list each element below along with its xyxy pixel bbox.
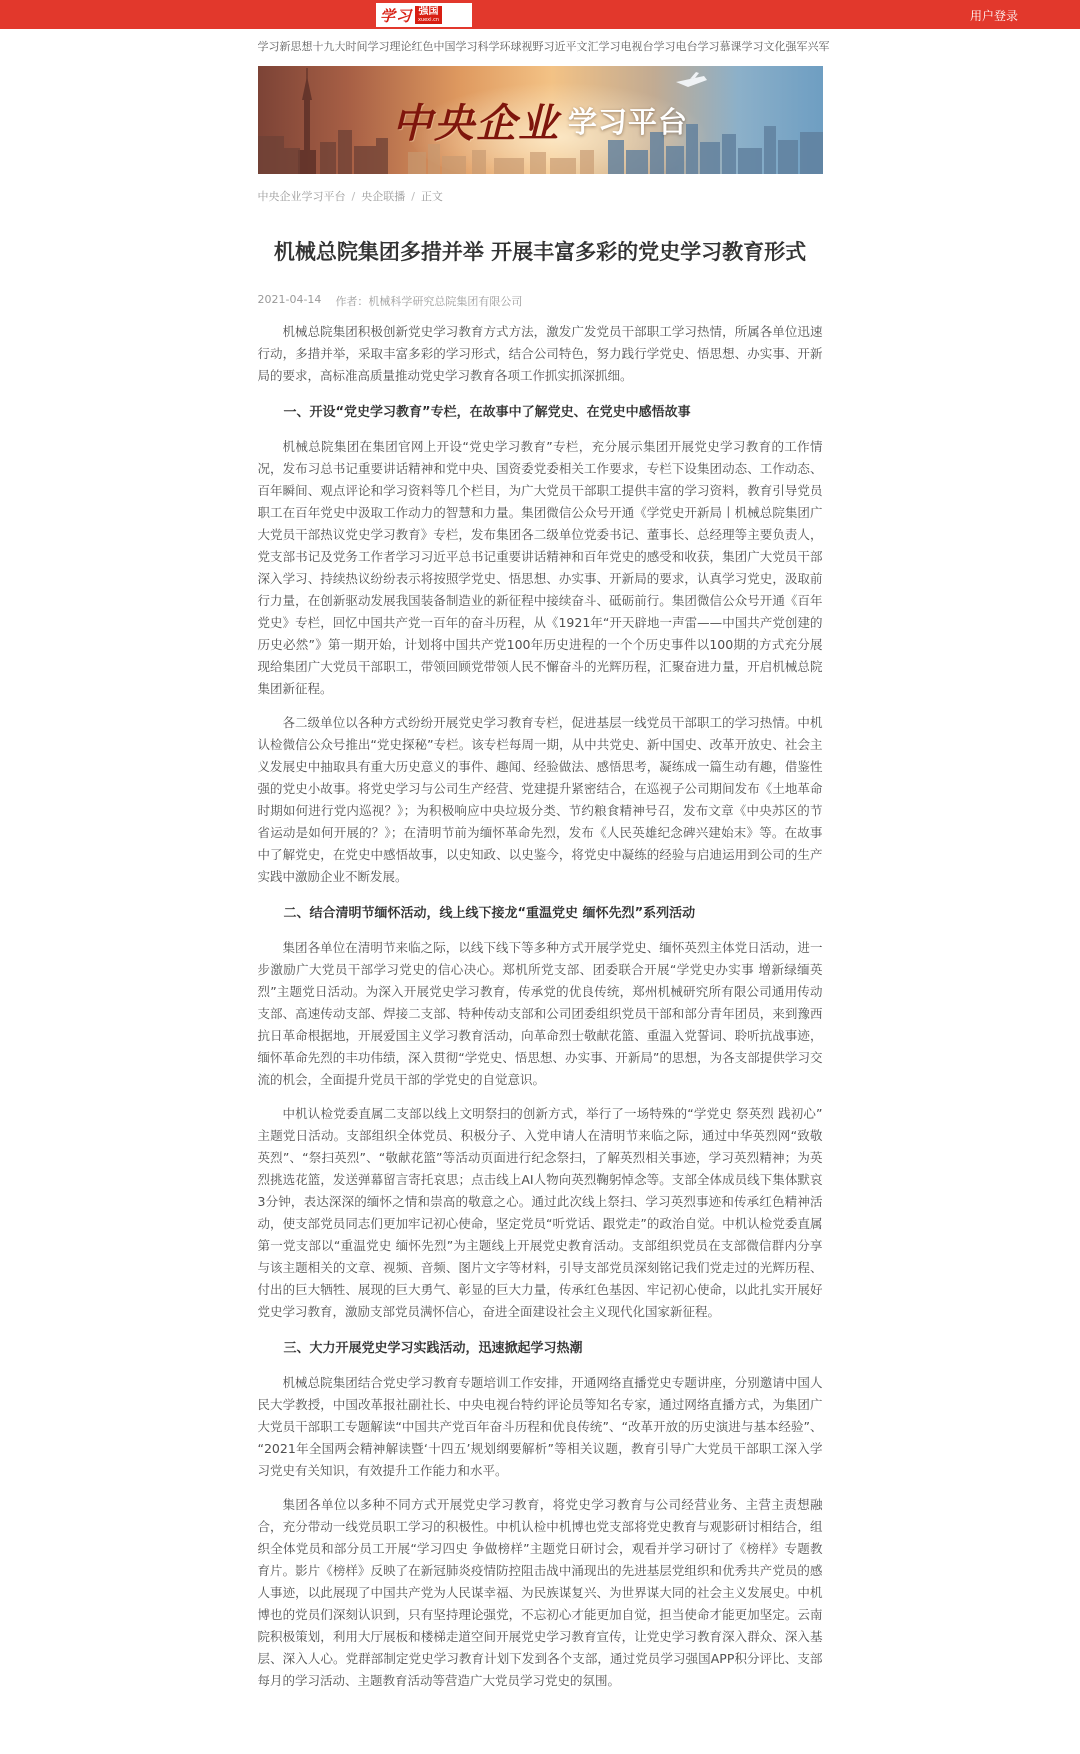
author-line bbox=[335, 293, 522, 309]
breadcrumb-separator: / bbox=[411, 190, 415, 203]
article-paragraph: 各二级单位以各种方式纷纷开展党史学习教育专栏，促进基层一线党员干部职工的学习热情。中机认检微信公众号推出“党史探秘”专栏。该专栏每周一期，从中共党史、新中国史、改革开放史、社会主义发展史中抽取具有重大历史意义的事件、趣闻、经验做法、感悟思考，凝练成一篇生动有趣，借鉴性强的党史小故事。将党史学习与公司生产经营、党建提升紧密结合，在巡视子公司期间发布《土地革命时期如何进行党内巡视？》；为积极响应中央垃圾分类、节约粮食精神号召，发布文章《中央苏区的节省运动是如何开展的？》；在清明节前为缅怀革命先烈，发布《人民英雄纪念碑兴建始末》等。在故事中了解党史，在党史中感悟故事，以史知政、以史鉴今，将党史中凝练的经验与启迪运用到公司的生产实践中激励企业不断发展。 bbox=[257, 715, 823, 885]
nav-item[interactable]: 学习慕课 bbox=[697, 40, 742, 53]
section-heading: 一、开设“党史学习教育”专栏，在故事中了解党史、在党史中感悟故事 bbox=[283, 405, 691, 421]
top-bar bbox=[0, 0, 1080, 29]
nav-item[interactable]: 学习新思想 bbox=[257, 40, 313, 53]
section-heading: 二、结合清明节缅怀活动，线上线下接龙“重温党史 缅怀先烈”系列活动 bbox=[283, 906, 696, 922]
breadcrumb-current: 正文 bbox=[420, 190, 443, 203]
article-paragraph: 中机认检党委直属二支部以线上文明祭扫的创新方式，举行了一场特殊的“学党史 祭英烈 践初心”主题党日活动。支部组织全体党员、积极分子、入党申请人在清明节来临之际，通过中华英烈网“致敬英烈”、“祭扫英烈”、“敬献花篮”等活动页面进行纪念祭扫，了解英烈相关事迹，学习英烈精神；为英烈挑选花篮，发送弹幕留言寄托哀思；点击线上AI人物向英烈鞠躬悼念等。支部全体成员线下集体默哀3分钟，表达深深的缅怀之情和崇高的敬意之心。通过此次线上祭扫、学习英烈事迹和传承红色精神活动，使支部党员同志们更加牢记初心使命，坚定党员“听党话、跟党走”的政治自觉。中机认检党委直属第一党支部以“重温党史 缅怀先烈”为主题线上开展党史教育活动。支部组织党员在支部微信群内分享与该主题相关的文章、视频、音频、图片文字等材料，引导支部党员深刻铭记我们党走过的光辉历程、付出的巨大牺牲、展现的巨大勇气、彰显的巨大力量，传承红色基因、牢记初心使命，以此扎实开展好党史学习教育，激励支部党员满怀信心，奋进全面建设社会主义现代化国家新征程。 bbox=[257, 1106, 823, 1320]
article-meta bbox=[258, 293, 823, 309]
nav-item[interactable]: 十九大时间 bbox=[312, 40, 368, 53]
nav-menu bbox=[257, 29, 830, 62]
publish-date: 2021-04-14 bbox=[257, 293, 322, 307]
banner-title bbox=[258, 66, 823, 174]
article-body bbox=[258, 321, 823, 1754]
logo-xuexi-calligraphy: 学习 bbox=[380, 6, 413, 25]
breadcrumb-separator: / bbox=[351, 190, 356, 203]
author-label: 作者： bbox=[335, 295, 369, 309]
breadcrumb-link[interactable]: 央企联播 bbox=[361, 190, 406, 203]
article-title: 机械总院集团多措并举 开展丰富多彩的党史学习教育形式 bbox=[273, 240, 807, 264]
nav-item[interactable]: 环球视野 bbox=[499, 40, 544, 53]
breadcrumb bbox=[258, 188, 823, 204]
nav-item[interactable]: 强军兴军 bbox=[785, 40, 830, 53]
banner-title-calligraphy: 中央企业 bbox=[391, 100, 560, 147]
logo-qiangguo-block bbox=[415, 6, 442, 24]
nav-item[interactable]: 学习电台 bbox=[653, 40, 698, 53]
article-paragraph: 机械总院集团积极创新党史学习教育方式方法，激发广发党员干部职工学习热情，所属各单位迅速行动，多措并举，采取丰富多彩的学习形式，结合公司特色，努力践行学党史、悟思想、办实事、开新局的要求，高标准高质量推动党史学习教育各项工作抓实抓深抓细。 bbox=[257, 324, 823, 384]
nav-item[interactable]: 学习电视台 bbox=[598, 40, 654, 53]
article-paragraph: 机械总院集团在集团官网上开设“党史学习教育”专栏，充分展示集团开展党史学习教育的工作情况，发布习总书记重要讲话精神和党中央、国资委党委相关工作要求，专栏下设集团动态、工作动态、百年瞬间、观点评论和学习资料等几个栏目，为广大党员干部职工提供丰富的学习资料，教育引导党员职工在百年党史中汲取工作动力的智慧和力量。集团微信公众号开通《学党史开新局丨机械总院集团广大党员干部热议党史学习教育》专栏，发布集团各二级单位党委书记、董事长、总经理等主要负责人，党支部书记及党务工作者学习习近平总书记重要讲话精神和百年党史的感受和收获，集团广大党员干部深入学习、持续热议纷纷表示将按照学党史、悟思想、办实事、开新局的要求，认真学习党史，汲取前行力量，在创新驱动发展我国装备制造业的新征程中接续奋斗、砥砺前行。集团微信公众号开通《百年党史》专栏，回忆中国共产党一百年的奋斗历程，从《1921年“开天辟地一声雷——中国共产党创建的历史必然”》第一期开始，计划将中国共产党100年历史进程的一个个历史事件以100期的方式充分展现给集团广大党员干部职工，带领回顾党带领人民不懈奋斗的光辉历程，汇聚奋进力量，开启机械总院集团新征程。 bbox=[257, 439, 823, 697]
article-paragraph: 集团各单位在清明节来临之际，以线下线下等多种方式开展学党史、缅怀英烈主体党日活动，进一步激励广大党员干部学习党史的信心决心。郑机所党支部、团委联合开展“学党史办实事 增新绿缅英烈”主题党日活动。为深入开展党史学习教育，传承党的优良传统，郑州机械研究所有限公司通用传动支部、高速传动支部、焊接二支部、特种传动支部和公司团委组织党员干部和部分青年团员，来到豫西抗日革命根据地，开展爱国主义学习教育活动，向革命烈士敬献花篮、重温入党誓词、聆听抗战事迹，缅怀革命先烈的丰功伟绩，深入贯彻“学党史、悟思想、办实事、开新局”的思想，为各支部提供学习交流的机会，全面提升党员干部的学党史的自觉意识。 bbox=[257, 940, 823, 1088]
banner-title-suffix: 学习平台 bbox=[567, 104, 688, 139]
logo-qiangguo-text: 强国 bbox=[418, 6, 439, 17]
nav-item[interactable]: 学习理论 bbox=[367, 40, 412, 53]
article-paragraph: 机械总院集团结合党史学习教育专题培训工作安排，开通网络直播党史专题讲座，分别邀请中国人民大学教授，中国改革报社副社长、中央电视台特约评论员等知名专家，通过网络直播方式，为集团广大党员干部职工专题解读“中国共产党百年奋斗历程和优良传统”、“改革开放的历史演进与基本经验”、“2021年全国两会精神解读暨‘十四五’规划纲要解析”等相关议题，教育引导广大党员干部职工深入学习党史有关知识，有效提升工作能力和水平。 bbox=[257, 1375, 823, 1479]
nav-item[interactable]: 学习文化 bbox=[741, 40, 786, 53]
section-heading: 三、大力开展党史学习实践活动，迅速掀起学习热潮 bbox=[283, 1341, 583, 1357]
breadcrumb-link[interactable]: 中央企业学习平台 bbox=[257, 190, 346, 203]
xuexi-qiangguo-logo[interactable] bbox=[376, 3, 472, 27]
user-login-link[interactable]: 用户登录 bbox=[969, 9, 1018, 23]
article-paragraph: 集团各单位以多种不同方式开展党史学习教育，将党史学习教育与公司经营业务、主营主责想融合，充分带动一线党员职工学习的积极性。中机认检中机博也党支部将党史教育与观影研讨相结合，组织全体党员和部分员工开展“学习四史 争做榜样”主题党日研讨会，观看并学习研讨了《榜样》专题教育片。影片《榜样》反映了在新冠肺炎疫情防控阻击战中涌现出的先进基层党组织和优秀共产党员的感人事迹，以此展现了中国共产党为人民谋幸福、为民族谋复兴、为世界谋大同的社会主义发展史。中机博也的党员们深刻认识到，只有坚持理论强党，不忘初心才能更加自觉，担当使命才能更加坚定。云南院积极策划，利用大厅展板和楼梯走道空间开展党史学习教育宣传，让党史学习教育深入群众、深入基层、深入人心。党群部制定党史学习教育计划下发到各个支部，通过党员学习强国APP积分评比、支部每月的学习活动、主题教育活动等营造广大党员学习党史的氛围。 bbox=[257, 1497, 823, 1689]
author-name: 机械科学研究总院集团有限公司 bbox=[368, 295, 523, 309]
central-enterprise-platform-banner[interactable] bbox=[258, 66, 823, 174]
nav-item[interactable]: 学习科学 bbox=[455, 40, 500, 53]
nav-item[interactable]: 红色中国 bbox=[411, 40, 456, 53]
logo-domain-text: xuexi.cn bbox=[418, 17, 439, 23]
nav-item[interactable]: 习近平文汇 bbox=[543, 40, 599, 53]
